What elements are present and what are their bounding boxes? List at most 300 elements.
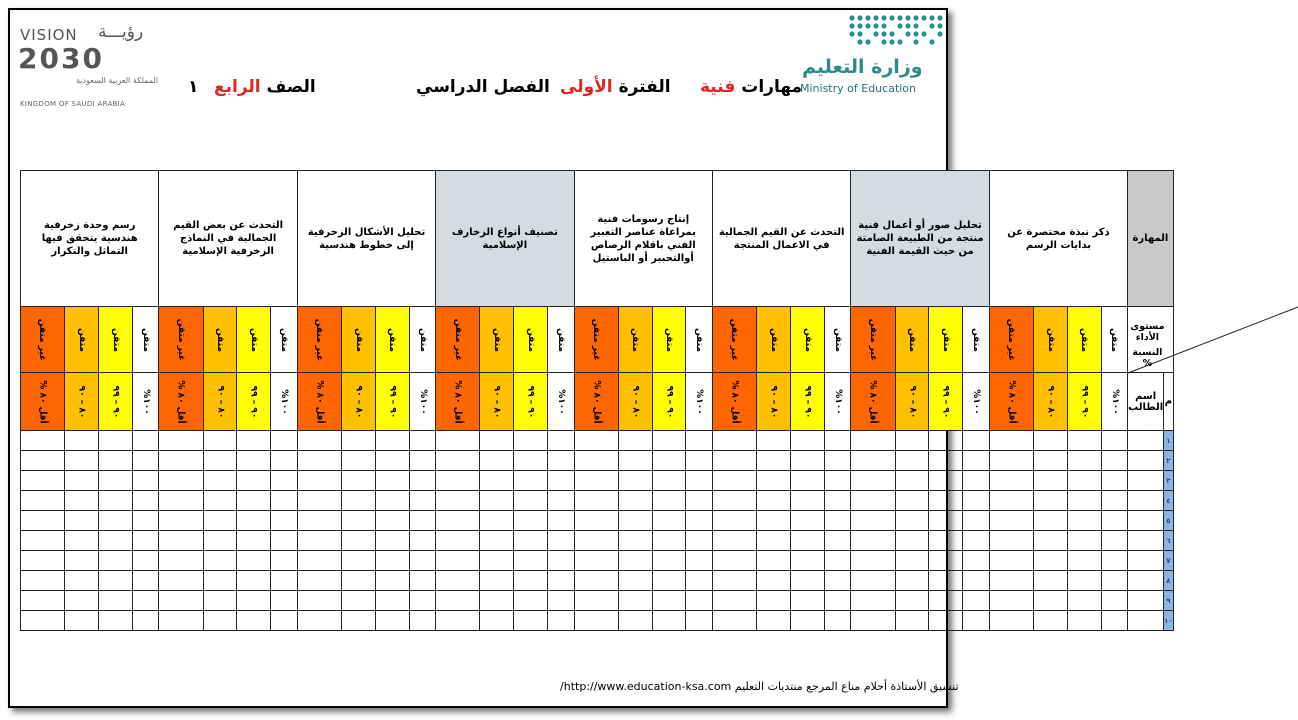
grade-cell[interactable]: [548, 511, 575, 531]
grade-cell[interactable]: [132, 471, 159, 491]
grade-cell[interactable]: [132, 511, 159, 531]
grade-cell[interactable]: [574, 451, 618, 471]
grade-cell[interactable]: [791, 611, 825, 631]
grade-cell[interactable]: [963, 531, 990, 551]
grade-cell[interactable]: [65, 571, 99, 591]
grade-cell[interactable]: [712, 571, 756, 591]
grade-cell[interactable]: [1034, 571, 1068, 591]
grade-cell[interactable]: [409, 551, 436, 571]
grade-cell[interactable]: [989, 451, 1033, 471]
grade-cell[interactable]: [824, 431, 851, 451]
grade-cell[interactable]: [99, 431, 133, 451]
grade-cell[interactable]: [895, 531, 929, 551]
grade-cell[interactable]: [652, 451, 686, 471]
grade-cell[interactable]: [159, 451, 203, 471]
grade-cell[interactable]: [548, 491, 575, 511]
grade-cell[interactable]: [203, 451, 237, 471]
grade-cell[interactable]: [1101, 431, 1128, 451]
grade-cell[interactable]: [652, 431, 686, 451]
grade-cell[interactable]: [514, 591, 548, 611]
grade-cell[interactable]: [297, 431, 341, 451]
grade-cell[interactable]: [548, 571, 575, 591]
grade-cell[interactable]: [409, 511, 436, 531]
grade-cell[interactable]: [895, 611, 929, 631]
grade-cell[interactable]: [65, 591, 99, 611]
student-name-cell[interactable]: [1128, 511, 1164, 531]
grade-cell[interactable]: [989, 591, 1033, 611]
grade-cell[interactable]: [480, 611, 514, 631]
grade-cell[interactable]: [480, 491, 514, 511]
grade-cell[interactable]: [1034, 431, 1068, 451]
grade-cell[interactable]: [851, 611, 895, 631]
student-name-cell[interactable]: [1128, 591, 1164, 611]
grade-cell[interactable]: [409, 531, 436, 551]
grade-cell[interactable]: [929, 471, 963, 491]
grade-cell[interactable]: [824, 551, 851, 571]
grade-cell[interactable]: [652, 551, 686, 571]
grade-cell[interactable]: [203, 431, 237, 451]
student-name-cell[interactable]: [1128, 571, 1164, 591]
student-name-cell[interactable]: [1128, 611, 1164, 631]
grade-cell[interactable]: [297, 611, 341, 631]
grade-cell[interactable]: [65, 471, 99, 491]
grade-cell[interactable]: [237, 471, 271, 491]
grade-cell[interactable]: [203, 551, 237, 571]
grade-cell[interactable]: [989, 491, 1033, 511]
student-name-cell[interactable]: [1128, 551, 1164, 571]
grade-cell[interactable]: [436, 451, 480, 471]
grade-cell[interactable]: [686, 611, 713, 631]
grade-cell[interactable]: [271, 591, 298, 611]
grade-cell[interactable]: [1101, 531, 1128, 551]
grade-cell[interactable]: [757, 451, 791, 471]
grade-cell[interactable]: [712, 431, 756, 451]
grade-cell[interactable]: [271, 451, 298, 471]
grade-cell[interactable]: [851, 451, 895, 471]
grade-cell[interactable]: [514, 531, 548, 551]
grade-cell[interactable]: [851, 511, 895, 531]
grade-cell[interactable]: [203, 511, 237, 531]
grade-cell[interactable]: [132, 591, 159, 611]
grade-cell[interactable]: [757, 611, 791, 631]
grade-cell[interactable]: [514, 451, 548, 471]
grade-cell[interactable]: [824, 531, 851, 551]
grade-cell[interactable]: [618, 551, 652, 571]
grade-cell[interactable]: [963, 491, 990, 511]
grade-cell[interactable]: [618, 571, 652, 591]
grade-cell[interactable]: [963, 431, 990, 451]
grade-cell[interactable]: [99, 611, 133, 631]
grade-cell[interactable]: [159, 531, 203, 551]
grade-cell[interactable]: [159, 551, 203, 571]
grade-cell[interactable]: [929, 571, 963, 591]
grade-cell[interactable]: [1101, 451, 1128, 471]
grade-cell[interactable]: [1034, 551, 1068, 571]
grade-cell[interactable]: [824, 451, 851, 471]
grade-cell[interactable]: [342, 531, 376, 551]
grade-cell[interactable]: [929, 451, 963, 471]
grade-cell[interactable]: [65, 431, 99, 451]
grade-cell[interactable]: [436, 471, 480, 491]
grade-cell[interactable]: [436, 551, 480, 571]
grade-cell[interactable]: [159, 491, 203, 511]
grade-cell[interactable]: [574, 491, 618, 511]
grade-cell[interactable]: [99, 511, 133, 531]
grade-cell[interactable]: [409, 451, 436, 471]
grade-cell[interactable]: [574, 591, 618, 611]
grade-cell[interactable]: [1034, 611, 1068, 631]
grade-cell[interactable]: [652, 471, 686, 491]
grade-cell[interactable]: [436, 491, 480, 511]
grade-cell[interactable]: [791, 491, 825, 511]
grade-cell[interactable]: [1034, 591, 1068, 611]
grade-cell[interactable]: [791, 511, 825, 531]
grade-cell[interactable]: [342, 611, 376, 631]
grade-cell[interactable]: [574, 511, 618, 531]
grade-cell[interactable]: [652, 571, 686, 591]
student-name-cell[interactable]: [1128, 471, 1164, 491]
grade-cell[interactable]: [963, 611, 990, 631]
grade-cell[interactable]: [297, 571, 341, 591]
grade-cell[interactable]: [99, 571, 133, 591]
grade-cell[interactable]: [618, 431, 652, 451]
grade-cell[interactable]: [791, 571, 825, 591]
grade-cell[interactable]: [132, 431, 159, 451]
grade-cell[interactable]: [618, 531, 652, 551]
grade-cell[interactable]: [203, 471, 237, 491]
grade-cell[interactable]: [712, 591, 756, 611]
grade-cell[interactable]: [21, 471, 65, 491]
grade-cell[interactable]: [652, 491, 686, 511]
grade-cell[interactable]: [824, 591, 851, 611]
grade-cell[interactable]: [618, 491, 652, 511]
student-name-cell[interactable]: [1128, 531, 1164, 551]
grade-cell[interactable]: [686, 491, 713, 511]
grade-cell[interactable]: [851, 431, 895, 451]
grade-cell[interactable]: [895, 491, 929, 511]
grade-cell[interactable]: [132, 531, 159, 551]
grade-cell[interactable]: [851, 471, 895, 491]
student-name-cell[interactable]: [1128, 451, 1164, 471]
grade-cell[interactable]: [237, 611, 271, 631]
grade-cell[interactable]: [480, 591, 514, 611]
grade-cell[interactable]: [929, 591, 963, 611]
grade-cell[interactable]: [791, 451, 825, 471]
grade-cell[interactable]: [791, 431, 825, 451]
grade-cell[interactable]: [963, 511, 990, 531]
grade-cell[interactable]: [203, 571, 237, 591]
grade-cell[interactable]: [989, 511, 1033, 531]
grade-cell[interactable]: [712, 531, 756, 551]
grade-cell[interactable]: [159, 471, 203, 491]
grade-cell[interactable]: [342, 431, 376, 451]
grade-cell[interactable]: [375, 611, 409, 631]
grade-cell[interactable]: [514, 511, 548, 531]
grade-cell[interactable]: [686, 511, 713, 531]
grade-cell[interactable]: [757, 431, 791, 451]
grade-cell[interactable]: [895, 451, 929, 471]
grade-cell[interactable]: [99, 531, 133, 551]
grade-cell[interactable]: [963, 571, 990, 591]
grade-cell[interactable]: [409, 571, 436, 591]
grade-cell[interactable]: [895, 571, 929, 591]
student-name-cell[interactable]: [1128, 431, 1164, 451]
grade-cell[interactable]: [712, 551, 756, 571]
grade-cell[interactable]: [375, 451, 409, 471]
grade-cell[interactable]: [237, 431, 271, 451]
grade-cell[interactable]: [989, 611, 1033, 631]
grade-cell[interactable]: [548, 611, 575, 631]
grade-cell[interactable]: [480, 511, 514, 531]
grade-cell[interactable]: [989, 551, 1033, 571]
grade-cell[interactable]: [480, 531, 514, 551]
grade-cell[interactable]: [757, 491, 791, 511]
grade-cell[interactable]: [686, 591, 713, 611]
grade-cell[interactable]: [375, 471, 409, 491]
grade-cell[interactable]: [824, 491, 851, 511]
grade-cell[interactable]: [1034, 531, 1068, 551]
grade-cell[interactable]: [1067, 491, 1101, 511]
grade-cell[interactable]: [203, 611, 237, 631]
grade-cell[interactable]: [686, 571, 713, 591]
grade-cell[interactable]: [514, 611, 548, 631]
grade-cell[interactable]: [712, 611, 756, 631]
grade-cell[interactable]: [342, 451, 376, 471]
grade-cell[interactable]: [574, 571, 618, 591]
grade-cell[interactable]: [375, 531, 409, 551]
grade-cell[interactable]: [757, 591, 791, 611]
grade-cell[interactable]: [514, 571, 548, 591]
grade-cell[interactable]: [237, 591, 271, 611]
grade-cell[interactable]: [271, 531, 298, 551]
grade-cell[interactable]: [1067, 571, 1101, 591]
grade-cell[interactable]: [548, 431, 575, 451]
grade-cell[interactable]: [791, 551, 825, 571]
grade-cell[interactable]: [712, 471, 756, 491]
grade-cell[interactable]: [375, 551, 409, 571]
grade-cell[interactable]: [618, 451, 652, 471]
grade-cell[interactable]: [824, 511, 851, 531]
grade-cell[interactable]: [791, 531, 825, 551]
grade-cell[interactable]: [895, 591, 929, 611]
grade-cell[interactable]: [297, 591, 341, 611]
grade-cell[interactable]: [514, 491, 548, 511]
grade-cell[interactable]: [21, 571, 65, 591]
grade-cell[interactable]: [375, 591, 409, 611]
grade-cell[interactable]: [21, 511, 65, 531]
grade-cell[interactable]: [65, 531, 99, 551]
grade-cell[interactable]: [271, 551, 298, 571]
grade-cell[interactable]: [436, 591, 480, 611]
grade-cell[interactable]: [618, 471, 652, 491]
grade-cell[interactable]: [21, 531, 65, 551]
grade-cell[interactable]: [21, 491, 65, 511]
grade-cell[interactable]: [271, 611, 298, 631]
grade-cell[interactable]: [963, 551, 990, 571]
grade-cell[interactable]: [548, 451, 575, 471]
grade-cell[interactable]: [99, 471, 133, 491]
grade-cell[interactable]: [652, 531, 686, 551]
grade-cell[interactable]: [618, 591, 652, 611]
grade-cell[interactable]: [65, 611, 99, 631]
grade-cell[interactable]: [237, 531, 271, 551]
grade-cell[interactable]: [851, 491, 895, 511]
grade-cell[interactable]: [409, 591, 436, 611]
grade-cell[interactable]: [791, 471, 825, 491]
grade-cell[interactable]: [895, 431, 929, 451]
grade-cell[interactable]: [851, 531, 895, 551]
grade-cell[interactable]: [1034, 471, 1068, 491]
grade-cell[interactable]: [271, 511, 298, 531]
grade-cell[interactable]: [409, 471, 436, 491]
grade-cell[interactable]: [1101, 551, 1128, 571]
grade-cell[interactable]: [297, 511, 341, 531]
grade-cell[interactable]: [851, 591, 895, 611]
grade-cell[interactable]: [99, 491, 133, 511]
grade-cell[interactable]: [237, 451, 271, 471]
grade-cell[interactable]: [514, 471, 548, 491]
grade-cell[interactable]: [297, 491, 341, 511]
grade-cell[interactable]: [409, 431, 436, 451]
grade-cell[interactable]: [1067, 471, 1101, 491]
grade-cell[interactable]: [824, 611, 851, 631]
grade-cell[interactable]: [686, 551, 713, 571]
grade-cell[interactable]: [963, 591, 990, 611]
grade-cell[interactable]: [237, 551, 271, 571]
grade-cell[interactable]: [1067, 431, 1101, 451]
grade-cell[interactable]: [574, 431, 618, 451]
grade-cell[interactable]: [757, 471, 791, 491]
grade-cell[interactable]: [159, 511, 203, 531]
grade-cell[interactable]: [929, 531, 963, 551]
grade-cell[interactable]: [929, 431, 963, 451]
grade-cell[interactable]: [757, 571, 791, 591]
grade-cell[interactable]: [480, 551, 514, 571]
grade-cell[interactable]: [686, 471, 713, 491]
grade-cell[interactable]: [132, 451, 159, 471]
grade-cell[interactable]: [574, 551, 618, 571]
grade-cell[interactable]: [237, 491, 271, 511]
grade-cell[interactable]: [1067, 611, 1101, 631]
grade-cell[interactable]: [271, 431, 298, 451]
grade-cell[interactable]: [237, 571, 271, 591]
grade-cell[interactable]: [159, 611, 203, 631]
grade-cell[interactable]: [1101, 491, 1128, 511]
grade-cell[interactable]: [132, 571, 159, 591]
grade-cell[interactable]: [757, 511, 791, 531]
grade-cell[interactable]: [652, 511, 686, 531]
grade-cell[interactable]: [132, 491, 159, 511]
grade-cell[interactable]: [989, 571, 1033, 591]
grade-cell[interactable]: [652, 611, 686, 631]
grade-cell[interactable]: [1034, 491, 1068, 511]
grade-cell[interactable]: [297, 551, 341, 571]
grade-cell[interactable]: [21, 551, 65, 571]
grade-cell[interactable]: [1067, 591, 1101, 611]
grade-cell[interactable]: [342, 551, 376, 571]
grade-cell[interactable]: [480, 451, 514, 471]
grade-cell[interactable]: [436, 611, 480, 631]
grade-cell[interactable]: [342, 571, 376, 591]
grade-cell[interactable]: [271, 491, 298, 511]
grade-cell[interactable]: [65, 491, 99, 511]
grade-cell[interactable]: [342, 491, 376, 511]
grade-cell[interactable]: [436, 511, 480, 531]
grade-cell[interactable]: [342, 471, 376, 491]
grade-cell[interactable]: [480, 471, 514, 491]
grade-cell[interactable]: [375, 491, 409, 511]
grade-cell[interactable]: [21, 431, 65, 451]
grade-cell[interactable]: [159, 571, 203, 591]
grade-cell[interactable]: [1067, 531, 1101, 551]
grade-cell[interactable]: [824, 471, 851, 491]
grade-cell[interactable]: [618, 611, 652, 631]
grade-cell[interactable]: [436, 531, 480, 551]
grade-cell[interactable]: [132, 551, 159, 571]
grade-cell[interactable]: [895, 551, 929, 571]
grade-cell[interactable]: [1101, 471, 1128, 491]
grade-cell[interactable]: [895, 511, 929, 531]
grade-cell[interactable]: [436, 431, 480, 451]
grade-cell[interactable]: [21, 451, 65, 471]
grade-cell[interactable]: [895, 471, 929, 491]
grade-cell[interactable]: [203, 491, 237, 511]
grade-cell[interactable]: [851, 571, 895, 591]
grade-cell[interactable]: [686, 531, 713, 551]
grade-cell[interactable]: [712, 511, 756, 531]
student-name-cell[interactable]: [1128, 491, 1164, 511]
grade-cell[interactable]: [65, 551, 99, 571]
grade-cell[interactable]: [929, 491, 963, 511]
grade-cell[interactable]: [989, 531, 1033, 551]
grade-cell[interactable]: [1101, 571, 1128, 591]
grade-cell[interactable]: [686, 451, 713, 471]
grade-cell[interactable]: [929, 511, 963, 531]
grade-cell[interactable]: [375, 431, 409, 451]
grade-cell[interactable]: [757, 551, 791, 571]
grade-cell[interactable]: [271, 571, 298, 591]
grade-cell[interactable]: [1101, 591, 1128, 611]
grade-cell[interactable]: [159, 591, 203, 611]
grade-cell[interactable]: [297, 531, 341, 551]
grade-cell[interactable]: [574, 531, 618, 551]
grade-cell[interactable]: [342, 511, 376, 531]
grade-cell[interactable]: [409, 491, 436, 511]
grade-cell[interactable]: [929, 611, 963, 631]
grade-cell[interactable]: [297, 471, 341, 491]
grade-cell[interactable]: [21, 591, 65, 611]
grade-cell[interactable]: [237, 511, 271, 531]
grade-cell[interactable]: [1067, 451, 1101, 471]
grade-cell[interactable]: [436, 571, 480, 591]
grade-cell[interactable]: [159, 431, 203, 451]
grade-cell[interactable]: [574, 471, 618, 491]
grade-cell[interactable]: [548, 591, 575, 611]
grade-cell[interactable]: [480, 431, 514, 451]
grade-cell[interactable]: [686, 431, 713, 451]
grade-cell[interactable]: [989, 471, 1033, 491]
grade-cell[interactable]: [574, 611, 618, 631]
grade-cell[interactable]: [409, 611, 436, 631]
grade-cell[interactable]: [1101, 511, 1128, 531]
grade-cell[interactable]: [99, 551, 133, 571]
grade-cell[interactable]: [652, 591, 686, 611]
grade-cell[interactable]: [989, 431, 1033, 451]
grade-cell[interactable]: [548, 551, 575, 571]
grade-cell[interactable]: [271, 471, 298, 491]
grade-cell[interactable]: [548, 531, 575, 551]
grade-cell[interactable]: [712, 491, 756, 511]
